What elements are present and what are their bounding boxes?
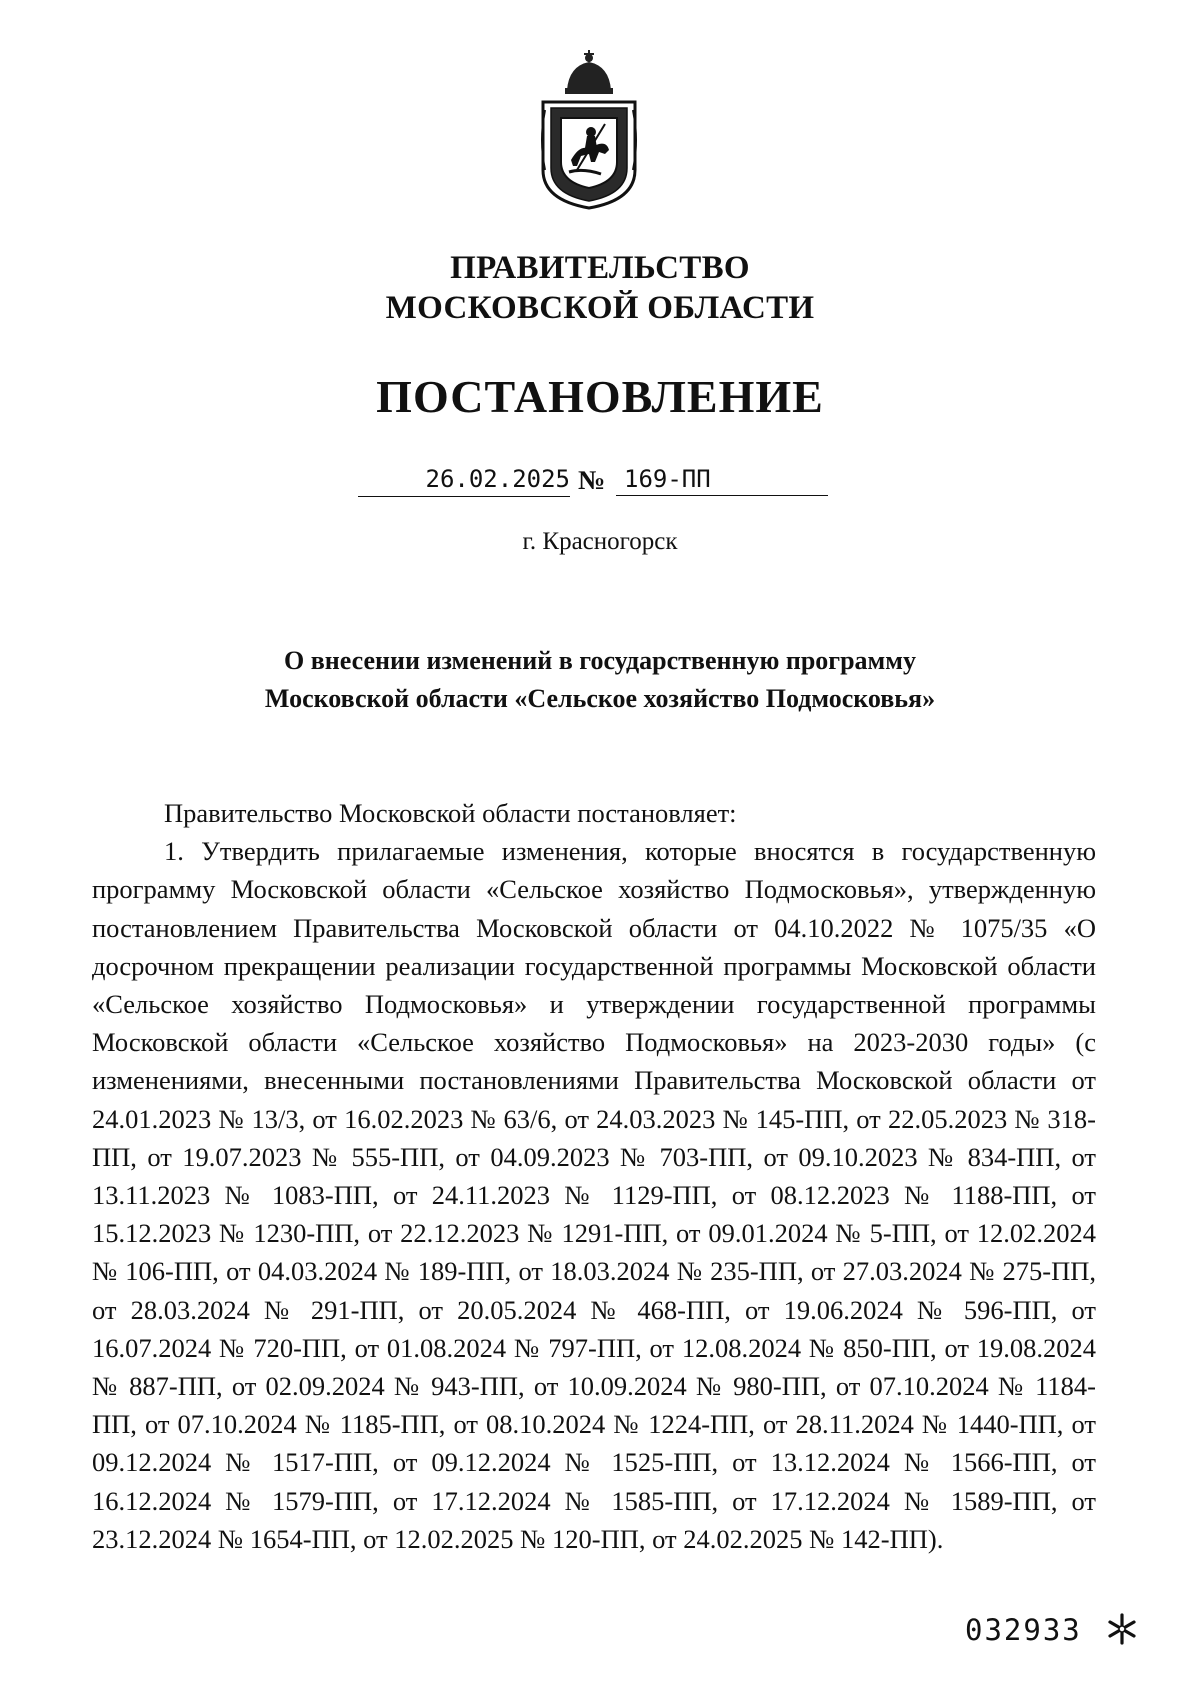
issue-city: г. Красногорск — [522, 528, 678, 555]
asterisk-icon — [1105, 1612, 1139, 1646]
document-date: 26.02.2025 — [358, 464, 570, 497]
document-body — [92, 794, 1096, 1558]
number-sign: № — [578, 465, 606, 495]
body-item-1-paragraph: 1. Утвердить прилагаемые изменения, которые вносятся в государственную программу Московской области «Сельское хозяйство Подмосковья», утвержденную постановлением Правительства Московской области от 04.10.2022 № 1075/35 «О досрочном прекращении реализации государственной программы Московской области «Сельское хозяйство Подмосковья» и утверждении государственной программы Московской области «Сельское хозяйство Подмосковья» на 2023-2030 годы» (с изменениями, внесенными постановлениями Правительства Московской области от 24.01.2023 № 13/3, от 16.02.2023 № 63/6, от 24.03.2023 № 145-ПП, от 22.05.2023 № 318-ПП, от 19.07.2023 № 555-ПП, от 04.09.2023 № 703-ПП, от 09.10.2023 № 834-ПП, от 13.11.2023 № 1083-ПП, от 24.11.2023 № 1129-ПП, от 08.12.2023 № 1188-ПП, от 15.12.2023 № 1230-ПП, от 22.12.2023 № 1291-ПП, от 09.01.2024 № 5-ПП, от 12.02.2024 № 106-ПП, от 04.03.2024 № 189-ПП, от 18.03.2024 № 235-ПП, от 27.03.2024 № 275-ПП, от 28.03.2024 № 291-ПП, от 20.05.2024 № 468-ПП, от 19.06.2024 № 596-ПП, от 16.07.2024 № 720-ПП, от 01.08.2024 № 797-ПП, от 12.08.2024 № 850-ПП, от 19.08.2024 № 887-ПП, от 02.09.2024 № 943-ПП, от 10.09.2024 № 980-ПП, от 07.10.2024 № 1184-ПП, от 07.10.2024 № 1185-ПП, от 08.10.2024 № 1224-ПП, от 28.11.2024 № 1440-ПП, от 09.12.2024 № 1517-ПП, от 09.12.2024 № 1525-ПП, от 13.12.2024 № 1566-ПП, от 16.12.2024 № 1579-ПП, от 17.12.2024 № 1585-ПП, от 17.12.2024 № 1589-ПП, от 23.12.2024 № 1654-ПП, от 12.02.2025 № 120-ПП, от 24.02.2025 № 142-ПП). — [92, 836, 1096, 1554]
body-intro-paragraph: Правительство Московской области постановляет: — [164, 798, 737, 828]
document-type-heading: ПОСТАНОВЛЕНИЕ — [376, 371, 824, 422]
issuer-title-line1: ПРАВИТЕЛЬСТВО — [450, 250, 750, 286]
subject-line1: О внесении изменений в государственную программу — [284, 646, 916, 675]
serial-number: 032933 — [965, 1613, 1082, 1647]
subject-line2: Московской области «Сельское хозяйство Подмосковья» — [264, 684, 936, 713]
coat-of-arms-icon — [529, 50, 649, 210]
issuer-title-line2: МОСКОВСКОЙ ОБЛАСТИ — [385, 290, 815, 326]
registration-row — [358, 464, 828, 500]
document-number: 169-ПП — [616, 464, 828, 496]
